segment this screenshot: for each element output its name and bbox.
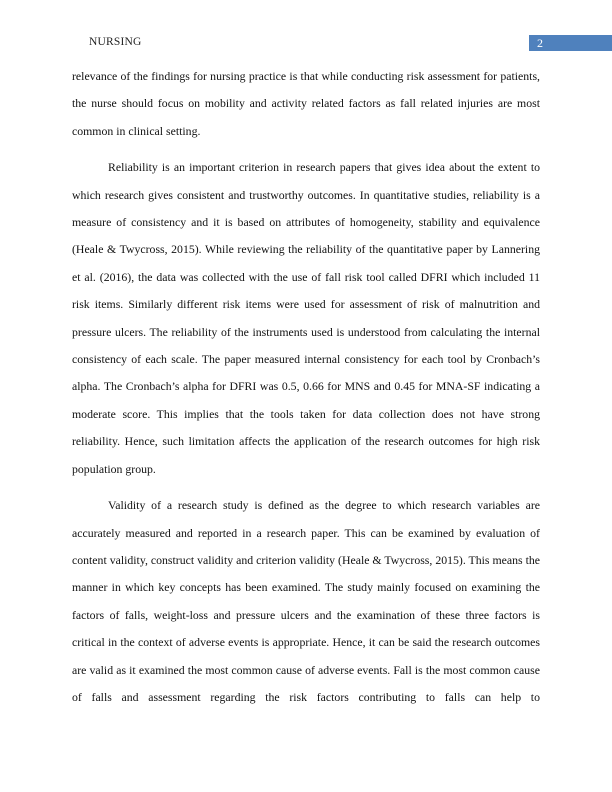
page-number: 2 xyxy=(537,36,543,50)
document-body xyxy=(72,63,540,711)
paragraph-continuation: relevance of the findings for nursing practice is that while conducting risk assessment for patients, the nurse should focus on mobility and activity related factors as fall related injuries are most common in clinical setting. xyxy=(72,69,540,138)
running-head: NURSING xyxy=(89,36,142,48)
paragraph-validity: Validity of a research study is defined as the degree to which research variables are accurately measured and reported in a research paper. This can be examined by evaluation of content validity, construct validity and criterion validity (Heale & Twycross, 2015). This means the manner in which key concepts has been examined. The study mainly focused on examining the factors of falls, weight-loss and pressure ulcers and the examination of these three factors is critical in the context of adverse events is appropriate. Hence, it can be said the research outcomes are valid as it examined the most common cause of adverse events. Fall is the most common cause of falls and assessment regarding the risk factors contributing to falls can help to xyxy=(72,498,540,704)
page-number-badge xyxy=(529,35,612,51)
paragraph-reliability: Reliability is an important criterion in research papers that gives idea about the extent to which research gives consistent and trustworthy outcomes. In quantitative studies, reliability is a measure of consistency and it is based on attributes of homogeneity, stability and equivalence (Heale & Twycross, 2015). While reviewing the reliability of the quantitative paper by Lannering et al. (2016), the data was collected with the use of fall risk tool called DFRI which included 11 risk items. Similarly different risk items were used for assessment of risk of malnutrition and pressure ulcers. The reliability of the instruments used is understood from calculating the internal consistency of each scale. The paper measured internal consistency for each tool by Cronbach’s alpha. The Cronbach’s alpha for DFRI was 0.5, 0.66 for MNS and 0.45 for MNA-SF indicating a moderate score. This implies that the tools taken for data collection does not have strong reliability. Hence, such limitation affects the application of the research outcomes for high risk population group. xyxy=(72,160,540,476)
